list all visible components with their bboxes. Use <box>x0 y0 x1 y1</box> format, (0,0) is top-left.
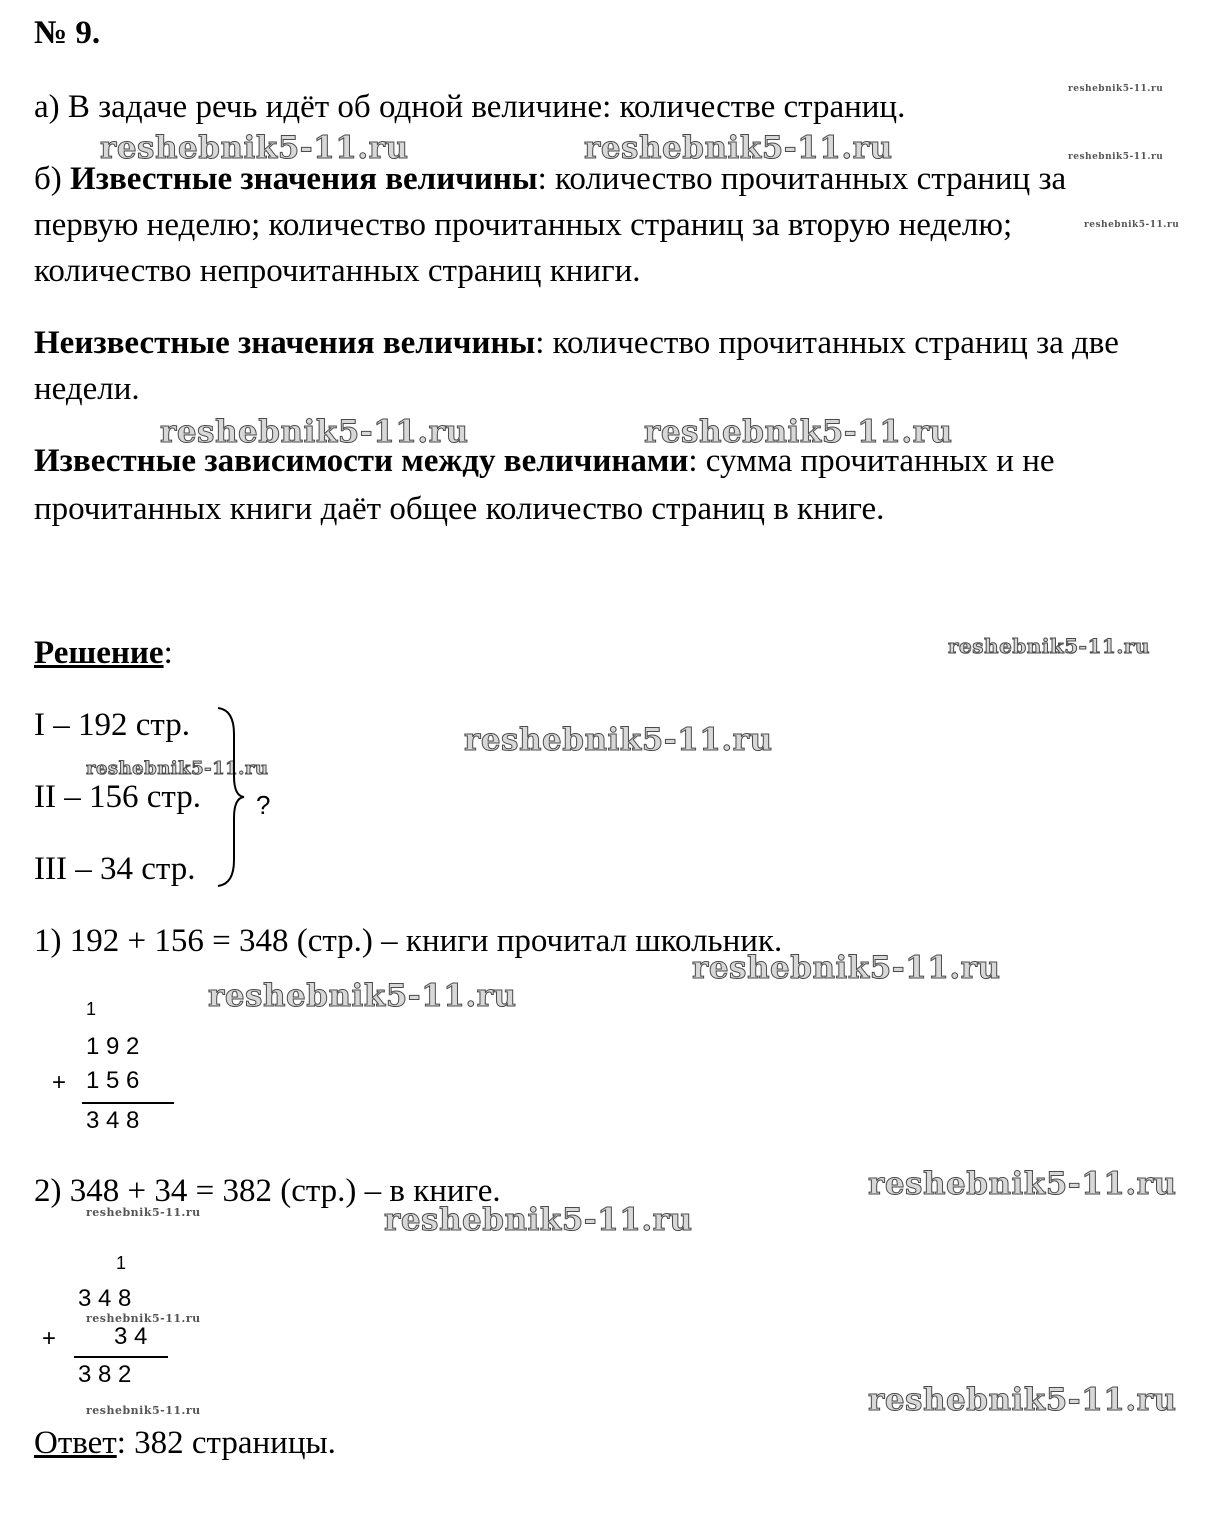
condition-1: I – 192 стр. <box>34 707 190 743</box>
unknown-line2: недели. <box>34 371 140 407</box>
step-1: 1) 192 + 156 = 348 (стр.) – книги прочитал школьник. <box>34 923 783 959</box>
calc2-top: 3 4 8 <box>78 1285 132 1312</box>
calc1-top: 1 9 2 <box>86 1033 140 1060</box>
watermark: reshebnik5-11.ru <box>644 414 953 450</box>
watermark: reshebnik5-11.ru <box>86 1312 201 1325</box>
part-b-line1 <box>34 156 1066 202</box>
watermark: reshebnik5-11.ru <box>86 758 269 779</box>
part-b-prefix: б) <box>34 161 71 197</box>
dependencies-text: : сумма прочитанных и не <box>688 443 1055 479</box>
problem-number: № 9. <box>34 15 101 51</box>
condition-2: II – 156 стр. <box>34 779 201 815</box>
step-2: 2) 348 + 34 = 382 (стр.) – в книге. <box>34 1173 501 1209</box>
dependencies-label: Известные зависимости между величинами <box>34 443 689 479</box>
calc1-line <box>82 1102 174 1104</box>
calc1-plus: + <box>52 1069 67 1096</box>
watermark: reshebnik5-11.ru <box>868 1166 1177 1202</box>
watermark: reshebnik5-11.ru <box>692 950 1001 986</box>
watermark: reshebnik5-11.ru <box>868 1382 1177 1418</box>
watermark: reshebnik5-11.ru <box>100 130 409 166</box>
calc2-result: 3 8 2 <box>78 1361 132 1388</box>
calc1-carry: 1 <box>86 999 97 1019</box>
unknown-values-label: Неизвестные значения величины <box>34 325 536 361</box>
dependencies-line2: прочитанных книги даёт общее количество страниц в книге. <box>34 491 885 527</box>
answer <box>34 1420 336 1466</box>
known-values-label: Известные значения величины <box>70 161 538 197</box>
calc1-bottom: 1 5 6 <box>86 1067 140 1094</box>
unknown-values-text: : количество прочитанных страниц за две <box>535 325 1119 361</box>
solution-label: Решение <box>34 635 164 671</box>
answer-text: : 382 страницы. <box>116 1425 336 1461</box>
dependencies-line1 <box>34 438 1055 484</box>
part-b-line2: первую неделю; количество прочитанных страниц за вторую неделю; <box>34 207 1013 243</box>
calc1-result: 3 4 8 <box>86 1107 140 1134</box>
curly-brace <box>212 704 246 890</box>
watermark: reshebnik5-11.ru <box>1084 220 1180 230</box>
part-a-text: а) В задаче речь идёт об одной величине: количестве страниц. <box>34 89 906 125</box>
watermark: reshebnik5-11.ru <box>86 1404 201 1417</box>
watermark: reshebnik5-11.ru <box>948 634 1150 658</box>
calc2-bottom: 3 4 <box>114 1323 148 1350</box>
watermark: reshebnik5-11.ru <box>86 1206 201 1219</box>
unknown-line1 <box>34 320 1119 366</box>
condition-3: III – 34 стр. <box>34 851 196 887</box>
watermark: reshebnik5-11.ru <box>1068 152 1164 162</box>
calc2-plus: + <box>42 1325 57 1352</box>
part-b-line3: количество непрочитанных страниц книги. <box>34 253 641 289</box>
question-mark: ? <box>256 790 271 820</box>
solution-colon: : <box>163 635 173 671</box>
calc2-carry: 1 <box>116 1253 127 1273</box>
watermark: reshebnik5-11.ru <box>208 978 517 1014</box>
solution-heading <box>34 630 173 676</box>
answer-label: Ответ <box>34 1425 117 1461</box>
calc2-line <box>74 1356 168 1358</box>
known-values-text: : количество прочитанных страниц за <box>537 161 1067 197</box>
watermark: reshebnik5-11.ru <box>464 722 773 758</box>
watermark: reshebnik5-11.ru <box>1068 84 1164 94</box>
watermark: reshebnik5-11.ru <box>160 414 469 450</box>
watermark: reshebnik5-11.ru <box>584 130 893 166</box>
watermark: reshebnik5-11.ru <box>384 1202 693 1238</box>
